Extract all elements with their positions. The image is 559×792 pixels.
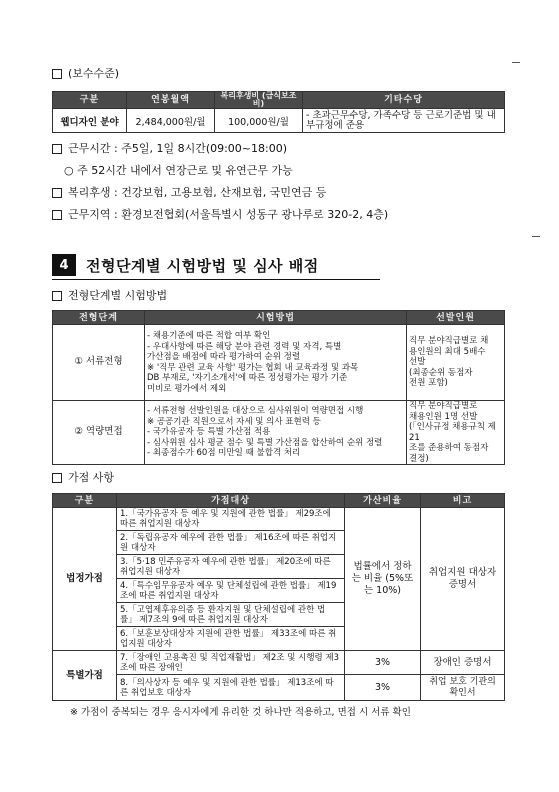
bonus-legal-note: 취업지원 대상자 증명서 bbox=[421, 508, 505, 651]
section4-number: 4 bbox=[52, 254, 76, 276]
pay-header-welfare: 복리후생비 (급식보조비) bbox=[215, 92, 303, 109]
bonus-title bbox=[52, 471, 114, 485]
bonus-special-item: 8.「의사상자 등 예우 및 지원에 관한 법률」 제13조에 따른 취업보호 대상자 bbox=[117, 675, 345, 701]
exam-method-line: - 국가유공자 등 특별 가산점 적용 bbox=[147, 427, 271, 438]
exam-select-line: 결정) bbox=[409, 453, 429, 464]
section4-title: 전형단계별 시험방법 및 심사 배점 bbox=[86, 256, 319, 275]
pay-other: - 초과근무수당, 가족수당 등 근로기준법 및 내부규정에 준용 bbox=[303, 109, 505, 133]
exam-select-2 bbox=[407, 401, 505, 465]
pay-salary: 2,484,000원/월 bbox=[127, 109, 215, 133]
bonus-special-item: 7.「장애인 고용촉진 및 직업재활법」 제2조 및 시행령 제3조에 따른 장애인 bbox=[117, 651, 345, 675]
exam-stage-2: ② 역량면접 bbox=[53, 401, 145, 465]
bonus-table bbox=[52, 493, 505, 701]
pay-welfare: 100,000원/월 bbox=[215, 109, 303, 133]
exam-stage-1: ① 서류전형 bbox=[53, 325, 145, 401]
bonus-legal-item: 6.「보훈보상대상자 지원에 관한 법률」 제33조에 따른 취업지원 대상자 bbox=[117, 627, 345, 651]
cond-hours-text: 근무시간 : 주5일, 1일 8시간(09:00~18:00) bbox=[68, 142, 288, 155]
exam-method-1 bbox=[145, 325, 407, 401]
exam-select-line: 전원 포함) bbox=[409, 378, 448, 389]
exam-select-line: 직무 분야직급별로 채 bbox=[409, 336, 489, 347]
checkbox-square-icon bbox=[52, 473, 62, 483]
pay-header-other: 기타수당 bbox=[303, 92, 505, 109]
exam-select-line: 선발 bbox=[409, 357, 426, 368]
cond-location-text: 근무지역 : 환경보전협회(서울특별시 성동구 광나루로 320-2, 4층) bbox=[68, 208, 389, 221]
section-pay-title: (보수수준) bbox=[68, 67, 120, 80]
exam-subtitle-text: 전형단계별 시험방법 bbox=[68, 289, 168, 302]
bonus-header-target: 가점대상 bbox=[117, 494, 345, 508]
bonus-legal-item: 1.「국가유공자 등 예우 및 지원에 관한 법률」 제29조에 따른 취업지원 대상자 bbox=[117, 508, 345, 531]
exam-method-2 bbox=[145, 401, 407, 465]
bonus-legal-item: 2.「독립유공자 예우에 관한 법률」 제16조에 따른 취업지원 대상자 bbox=[117, 531, 345, 555]
bonus-special-note: 장애인 증명서 bbox=[421, 651, 505, 675]
pay-header-category: 구분 bbox=[53, 92, 127, 109]
bonus-legal-item: 3.「5·18 민주유공자 예우에 관한 법률」 제20조에 따른 취업지원 대상자 bbox=[117, 555, 345, 579]
bonus-special-ratio: 3% bbox=[345, 651, 421, 675]
bonus-footnote: ※ 가점이 중복되는 경우 응시자에게 유리한 것 하나만 적용하고, 면접 시 서류 확인 bbox=[70, 707, 411, 718]
exam-select-line: (「인사규정 채용규칙 제21 bbox=[409, 422, 496, 443]
exam-method-line: DB 부재로, '자기소개서'에 따른 정성평가는 평가 기준 bbox=[147, 373, 348, 383]
bonus-header-category: 구분 bbox=[53, 494, 117, 508]
exam-method-line: - 심사위원 심사 평균 점수 및 특별 가산점을 합산하여 순위 정렬 bbox=[147, 437, 383, 448]
bonus-legal-item: 5.「고엽제후유의증 등 환자지원 및 단체설립에 관한 법률」 제7조의 9에 따른 취업지원 대상자 bbox=[117, 603, 345, 627]
bonus-special-ratio: 3% bbox=[345, 675, 421, 701]
checkbox-square-icon bbox=[52, 188, 62, 198]
checkbox-square-icon bbox=[52, 144, 62, 154]
pay-category: 웹디자인 분야 bbox=[53, 109, 127, 133]
exam-subtitle bbox=[52, 289, 167, 303]
scan-mark bbox=[512, 62, 520, 63]
exam-method-line: - 서류전형 선발인원을 대상으로 심사위원이 역량면접 시행 bbox=[147, 406, 364, 417]
bonus-legal-ratio: 법률에서 정하는 비율 (5%또는 10%) bbox=[345, 508, 421, 651]
section4-rule bbox=[52, 279, 380, 280]
exam-select-line: 용인원의 최대 5배수 bbox=[409, 346, 486, 357]
scan-mark bbox=[532, 236, 540, 237]
exam-method-line: ※ '직무 관련 교육 사항' 평가는 협회 내 교육과정 및 과목 bbox=[147, 362, 359, 373]
cond-hours bbox=[52, 142, 287, 156]
exam-header-method: 시험방법 bbox=[145, 311, 407, 325]
exam-method-line: 미비로 평가에서 제외 bbox=[147, 383, 227, 394]
exam-select-1 bbox=[407, 325, 505, 401]
exam-method-line: - 우대사항에 따른 해당 분야 관련 경력 및 자격, 특별 bbox=[147, 341, 342, 352]
bonus-legal-item: 4.「특수임무유공자 예우 및 단체설립에 관한 법률」 제19조에 따른 취업지원 대상자 bbox=[117, 579, 345, 603]
cond-hours-note: ○ 주 52시간 내에서 연장근로 및 유연근무 가능 bbox=[64, 164, 293, 177]
bonus-special-category: 특별가점 bbox=[53, 651, 117, 701]
checkbox-square-icon bbox=[52, 291, 62, 301]
bonus-title-text: 가점 사항 bbox=[68, 471, 115, 484]
bonus-header-note: 비고 bbox=[421, 494, 505, 508]
cond-location bbox=[52, 208, 388, 222]
cond-welfare bbox=[52, 186, 326, 200]
pay-header-salary: 연봉월액 bbox=[127, 92, 215, 109]
bonus-special-note: 취업 보호 기관의 확인서 bbox=[421, 675, 505, 701]
exam-header-select: 선발인원 bbox=[407, 311, 505, 325]
pay-table bbox=[52, 91, 505, 133]
exam-method-line: ※ 공공기관 직원으로서 자세 및 의사 표현력 등 bbox=[147, 416, 321, 427]
exam-select-line: 직무 분야직급별로 bbox=[409, 401, 478, 411]
exam-method-line: - 채용기준에 따른 적합 여부 확인 bbox=[147, 331, 271, 341]
cond-welfare-text: 복리후생 : 건강보험, 고용보험, 산재보험, 국민연금 등 bbox=[68, 186, 327, 199]
bonus-header-ratio: 가산비율 bbox=[345, 494, 421, 508]
exam-header-stage: 전형단계 bbox=[53, 311, 145, 325]
exam-select-line: 채용인원 1명 선발 bbox=[409, 411, 478, 422]
exam-table bbox=[52, 310, 505, 465]
checkbox-square-icon bbox=[52, 210, 62, 220]
exam-select-line: 조를 준용하여 동점자 bbox=[409, 443, 489, 453]
section4-heading bbox=[52, 254, 319, 276]
checkbox-square-icon bbox=[52, 69, 62, 79]
bonus-legal-category: 법정가점 bbox=[53, 508, 117, 651]
exam-select-line: (최종순위 동점자 bbox=[409, 367, 473, 378]
section-pay bbox=[52, 67, 119, 81]
exam-method-line: 가산점을 배점에 따라 평가하여 순위 정렬 bbox=[147, 352, 301, 362]
exam-method-line: - 최종점수가 60점 미만일 때 불합격 처리 bbox=[147, 448, 301, 459]
